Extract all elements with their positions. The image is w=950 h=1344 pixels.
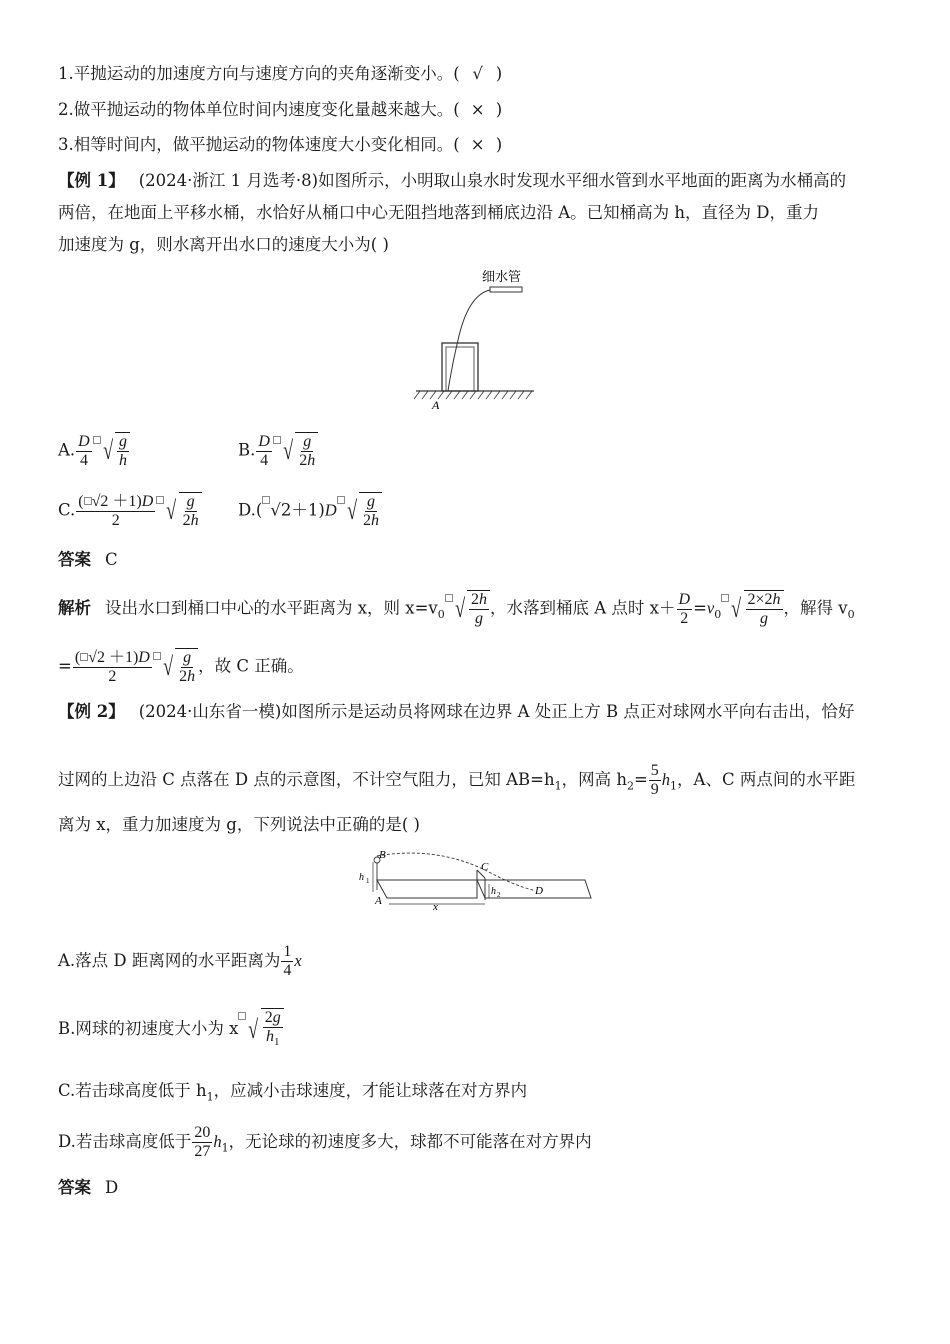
- ex1-line1: 【例 1】 (2024·浙江 1 月选考·8)如图所示，小明取山泉水时发现水平细水管到水平地面的距离为水桶高的: [58, 171, 847, 190]
- tennis-figure: [355, 848, 595, 912]
- judgment-1: 1.平抛运动的加速度方向与速度方向的夹角逐渐变小。( √ ): [58, 64, 503, 83]
- bucket: [442, 343, 478, 391]
- water-trajectory: [448, 290, 490, 391]
- label-c: C: [481, 861, 489, 873]
- ex2-line3: 离为 x，重力加速度为 g，下列说法中正确的是( ): [58, 815, 420, 834]
- ex1-option-d: D.( √2＋1)D √ $\frac{g}{2h}$: [238, 492, 382, 530]
- ex1-option-c: C. $\frac{( √2 +1)D}{2}$ √ $\frac{g}{2h}$: [58, 492, 202, 530]
- label-d: D: [535, 885, 543, 897]
- ex1-answer: 答案 C: [58, 550, 118, 569]
- ex2-line1: 【例 2】 (2024·山东省一模)如图所示是运动员将网球在边界 A 处正上方 B 点正对球网水平向右击出，恰好: [58, 702, 855, 721]
- svg-text:1: 1: [366, 877, 370, 885]
- judgment-3: 3.相等时间内，做平抛运动的物体速度大小变化相同。( × ): [58, 135, 503, 154]
- ex1-analysis-line2: = $\frac{( √2 +1)D}{2}$ √ $\frac{g}{2h}$ ，故 C 正确。: [58, 648, 304, 685]
- bucket-figure: [410, 265, 540, 415]
- ex2-option-a: A.落点 D 距离网的水平距离为 $\frac{1}{4}$ x: [58, 943, 302, 979]
- ex1-option-b: B. $\frac{D}{4}$ √ $\frac{g}{2h}$: [238, 432, 318, 470]
- label-a: A: [375, 895, 382, 907]
- point-a-label: A: [432, 398, 440, 412]
- ex1-analysis-line1: 解析 设出水口到桶口中心的水平距离为 x，则 $x=v_0$ √ $\frac{2h}{g}$ ，水落到桶底 A 点时 x＋ $\frac{D}{2}$ $=v_0$ √ $\frac{2\times 2h}{g}$ ，解得 $v_0$: [58, 590, 855, 627]
- judgment-2: 2.做平抛运动的物体单位时间内速度变化量越来越大。( × ): [58, 100, 503, 119]
- ex2-line2: 过网的上边沿 C 点落在 D 点的示意图，不计空气阻力，已知 $AB=h_1$，网高 $h_2=$ $\frac{5}{9}$ $h_1$，A、C 两点间的水平距: [58, 762, 856, 798]
- near-court: [377, 880, 477, 898]
- svg-text:2: 2: [497, 891, 501, 899]
- ball-trajectory: [377, 853, 533, 890]
- ex2-option-d: D.若击球高度低于 $\frac{20}{27}$ $h_1$，无论球的初速度多大，球都不可能落在对方界内: [58, 1124, 592, 1160]
- label-b: B: [379, 849, 386, 861]
- pipe-label: 细水管: [482, 270, 522, 285]
- ex2-option-c: C.若击球高度低于 $h_1$，应减小击球速度，才能让球落在对方界内: [58, 1081, 528, 1104]
- label-x: x: [433, 901, 438, 912]
- label-h1: h: [359, 872, 364, 883]
- ex2-option-b: B.网球的初速度大小为 x √ $\frac{2g}{h_1}$: [58, 1008, 284, 1051]
- ex1-option-a: A. $\frac{D}{4}$ √ $\frac{g}{h}$: [58, 432, 130, 470]
- label-h2: h: [491, 886, 496, 897]
- ex2-answer: 答案 D: [58, 1178, 119, 1197]
- ex1-line3: 加速度为 g，则水离开出水口的速度大小为( ): [58, 235, 389, 254]
- ex1-line2: 两倍，在地面上平移水桶，水恰好从桶口中心无阻挡地落到桶底边沿 A。已知桶高为 h，直径为 D，重力: [58, 203, 820, 222]
